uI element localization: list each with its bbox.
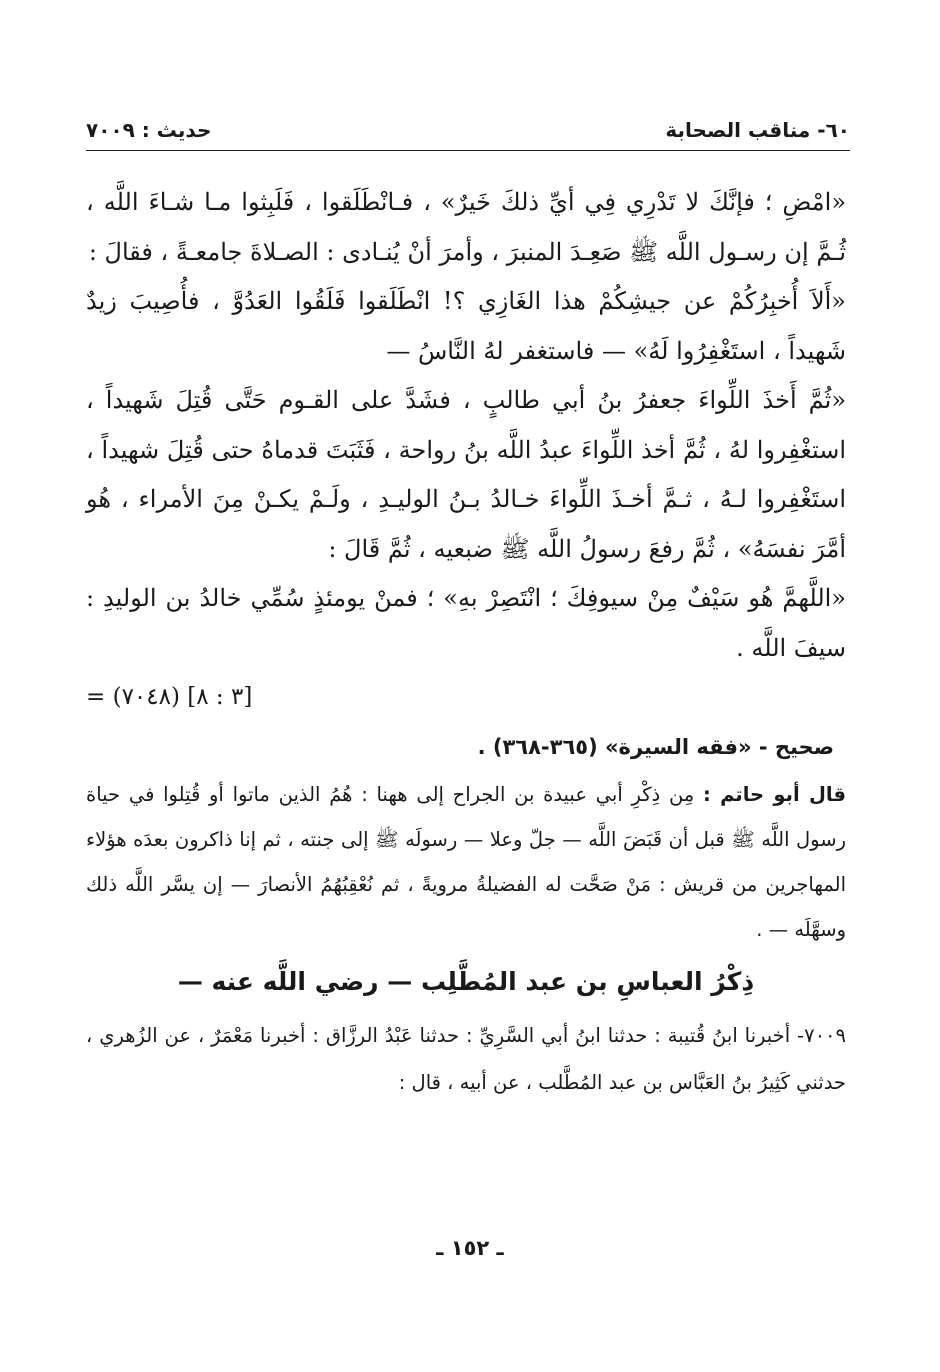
hadith-reference: حديث : ٧٠٠٩ bbox=[86, 118, 212, 142]
commentary-lead: قال أبو حاتم : bbox=[703, 783, 846, 806]
commentary-text: مِن ذِكْرِ أبي عبيدة بن الجراح إلى ههنا : هُمُ الذين ماتوا أو قُتِلوا في حياة رسول اللَّه ﷺ قبل أن قَبَضَ اللَّه — جلّ وعلا — رسولَه ﷺ إلى جنته ، ثم إنا ذاكرون بعدَه هؤلاء المهاجرين من قريش : مَنْ صَحَّت له الفضيلةُ مرويةً ، ثم نُعْقِبُهُمُ الأنصارَ — إن يسَّر اللَّه ذلك وسهَّلَه — . bbox=[86, 783, 846, 941]
cross-reference: = (٧٠٤٨) [٣ : ٨] bbox=[86, 684, 253, 710]
hadith-isnad: ٧٠٠٩- أخبرنا ابنُ قُتيبة : حدثنا ابنُ أبي السَّرِيِّ : حدثنا عَبْدُ الرزَّاق : أخبرنا مَعْمَرٌ ، عن الزُهري ، حدثني كَثِيرُ بنُ العَبَّاس بن عبد المُطَّلب ، عن أبيه ، قال : bbox=[86, 1024, 846, 1094]
page-body bbox=[86, 178, 846, 1106]
paragraph-4: «اللَّهمَّ هُو سَيْفٌ مِنْ سيوفِكَ ؛ انْتَصِرْ بهِ» ؛ فمنْ يومئذٍ سُمِّي خالدُ بن الوليدِ : سيفَ اللَّه . bbox=[86, 584, 846, 662]
paragraph-2: «أَلاَ أُخبِرُكُمْ عن جيشِكُمْ هذا الغَازِي ؟! انْطَلَقوا فَلَقُوا العَدُوَّ ، فأُصِيبَ زيدٌ شَهيداً ، استَغْفِرُوا لَهُ» — فاستغفر لهُ النَّاسُ — bbox=[86, 287, 846, 365]
chapter-title: ٦٠- مناقب الصحابة bbox=[665, 118, 850, 142]
paragraph-1: «امْضِ ؛ فإنَّكَ لا تَدْرِي فِي أيِّ ذلكَ خَيرٌ» ، فـانْطَلَقوا ، فَلَبِثوا مـا شـاءَ اللَّه ، ثُـمَّ إن رسـول اللَّه ﷺ صَعِـدَ المنبرَ ، وأمرَ أنْ يُنـادى : الصـلاةَ جامعـةً ، فقالَ : bbox=[86, 188, 846, 266]
header-divider bbox=[86, 150, 850, 151]
paragraph-3: «ثُمَّ أَخذَ اللِّواءَ جعفرُ بنُ أبي طالبٍ ، فشَدَّ على القـوم حَتَّى قُتِلَ شَهيداً ، استغْفِروا لهُ ، ثُمَّ أخذ اللِّواءَ عبدُ اللَّه بنُ رواحة ، فَثَبَتَ قدماهُ حتى قُتِلَ شهيداً ، استَغْفِروا لـهُ ، ثـمَّ أخـذَ اللِّواءَ خـالدُ بـنُ الوليـدِ ، ولَـمْ يكـنْ مِنَ الأمراء ، هُو أمَّرَ نفسَهُ» ، ثُمَّ رفعَ رسولُ اللَّه ﷺ ضبعيه ، ثُمَّ قَالَ : bbox=[86, 386, 846, 563]
commentary bbox=[86, 772, 846, 952]
hadith-grade: صحيح - «فقه السيرة» (٣٦٥-٣٦٨) . bbox=[477, 734, 834, 759]
page-header bbox=[86, 112, 850, 148]
section-heading: ذِكْرُ العباسِ بن عبد المُطَّلِب — رضي اللَّه عنه — bbox=[177, 967, 755, 996]
page-number: ـ ١٥٢ ـ bbox=[436, 1236, 504, 1260]
